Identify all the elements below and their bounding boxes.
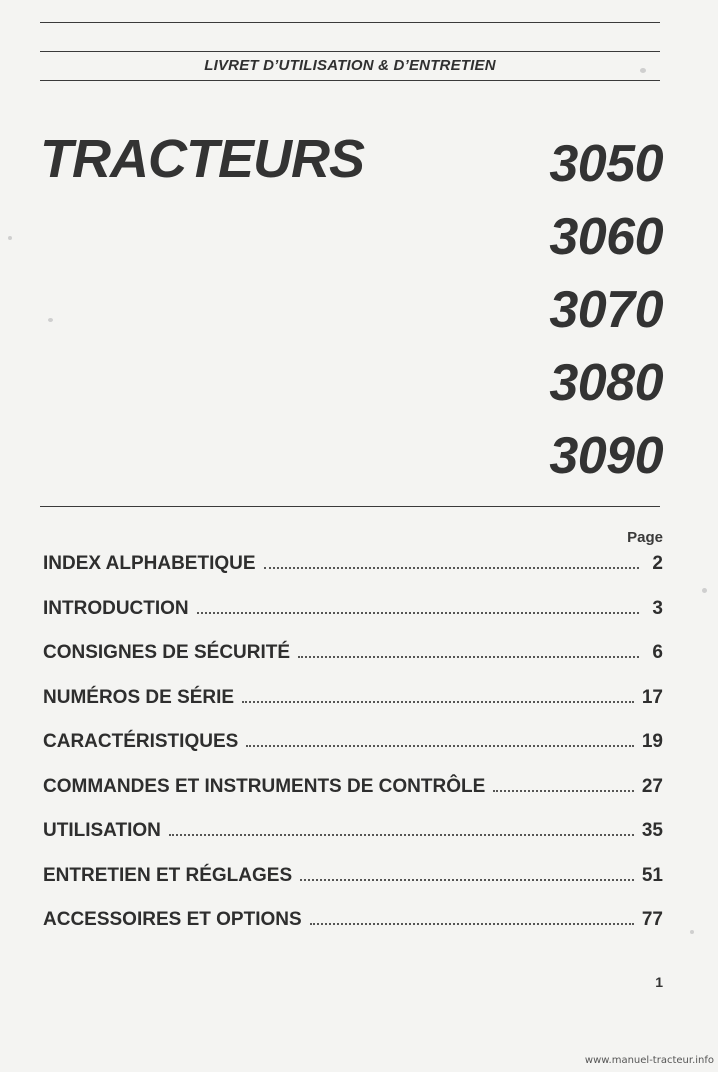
toc-entry	[43, 687, 663, 732]
watermark-url: www.manuel-tracteur.info	[584, 1055, 714, 1066]
toc-leader-dots	[242, 701, 634, 703]
toc-entry-label: ACCESSOIRES ET OPTIONS	[43, 909, 302, 930]
header-rule-bottom	[40, 80, 660, 81]
toc-entry	[43, 642, 663, 687]
scan-speck	[690, 930, 694, 934]
model-list	[549, 128, 663, 493]
toc-entry-label: CARACTÉRISTIQUES	[43, 731, 239, 752]
toc-leader-dots	[246, 745, 634, 747]
toc-entry	[43, 776, 663, 821]
toc-entry-page: 17	[641, 686, 663, 708]
scan-speck	[48, 318, 53, 322]
toc-leader-dots	[310, 923, 634, 925]
main-title: TRACTEURS	[40, 129, 364, 189]
toc-entry-page: 2	[652, 553, 663, 574]
toc-leader-dots	[300, 879, 634, 881]
toc-entry-page: 27	[641, 775, 663, 797]
toc-entry-label: UTILISATION	[43, 820, 161, 841]
table-of-contents	[43, 553, 663, 954]
toc-entry-label: INTRODUCTION	[43, 597, 189, 619]
scan-speck	[702, 588, 707, 593]
toc-page-heading: Page	[627, 529, 663, 546]
toc-entry	[43, 553, 663, 598]
toc-leader-dots	[298, 656, 639, 658]
toc-entry	[43, 598, 663, 643]
toc-leader-dots	[169, 834, 634, 836]
toc-entry-label: ENTRETIEN ET RÉGLAGES	[43, 864, 293, 886]
toc-entry-page: 51	[641, 864, 663, 886]
toc-entry-page: 19	[641, 731, 663, 752]
header-title: LIVRET D’UTILISATION & D’ENTRETIEN	[204, 57, 496, 74]
model-number: 3070	[549, 281, 663, 339]
toc-entry-label: INDEX ALPHABETIQUE	[43, 553, 256, 574]
toc-entry-page: 6	[652, 642, 663, 663]
scan-speck	[640, 68, 646, 73]
model-number: 3060	[549, 208, 663, 266]
toc-entry-page: 3	[652, 597, 663, 619]
toc-entry-label: NUMÉROS DE SÉRIE	[43, 686, 235, 708]
scan-speck	[8, 236, 12, 240]
toc-entry-page: 35	[641, 820, 663, 841]
toc-entry-label: CONSIGNES DE SÉCURITÉ	[43, 642, 291, 663]
model-number: 3050	[549, 135, 663, 193]
toc-entry	[43, 909, 663, 954]
model-number: 3090	[549, 427, 663, 485]
toc-entry	[43, 865, 663, 910]
toc-entry-page: 77	[641, 909, 663, 930]
page-number: 1	[655, 974, 663, 990]
model-number: 3080	[549, 354, 663, 412]
section-rule	[40, 506, 660, 507]
top-rule	[40, 22, 660, 23]
toc-leader-dots	[493, 790, 634, 792]
toc-entry	[43, 820, 663, 865]
toc-leader-dots	[264, 567, 639, 569]
toc-leader-dots	[197, 612, 639, 614]
header-rule-top	[40, 51, 660, 52]
toc-entry-label: COMMANDES ET INSTRUMENTS DE CONTRÔLE	[43, 775, 486, 797]
toc-entry	[43, 731, 663, 776]
